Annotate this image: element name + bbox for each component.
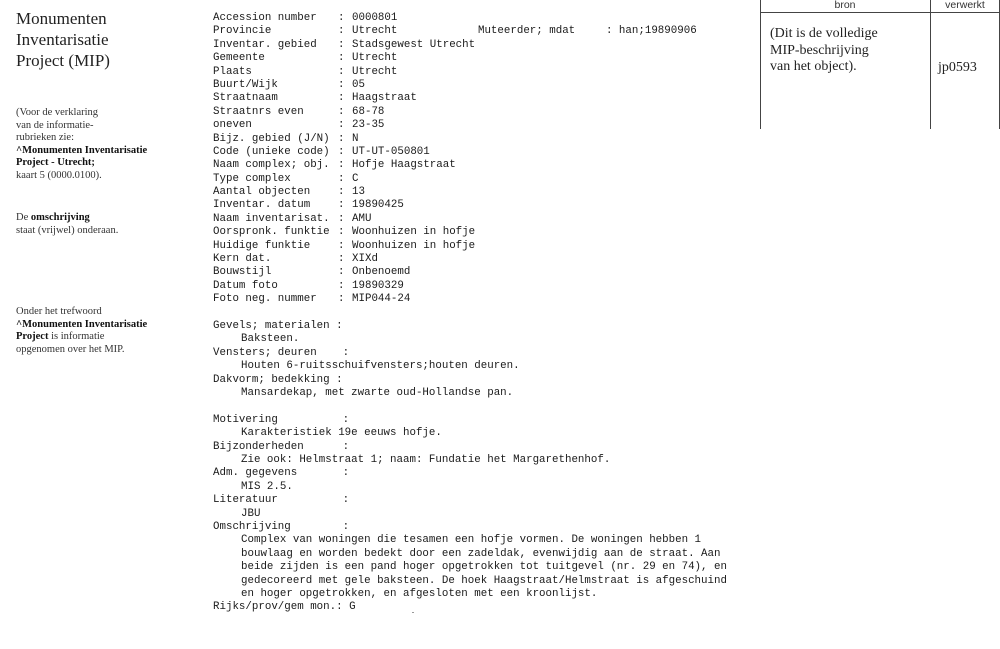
field-label: oneven [213,119,252,132]
note-bold: ^Monumenten Inventarisatie [16,144,148,156]
field-row [213,159,475,172]
section-heading [213,521,773,534]
rijks-field [213,601,773,614]
field-separator: : [338,226,345,239]
section-text: Baksteen. [241,333,300,346]
box-divider [930,0,931,129]
box-border-left [760,0,761,129]
field-label: Buurt/Wijk [213,78,278,91]
section-label: Vensters; deuren [213,346,317,359]
field-separator: : [338,145,345,158]
field-value: Woonhuizen in hofje [352,239,476,252]
verwerkt-header: verwerkt [945,0,985,11]
field-label: Datum foto [213,279,278,292]
field-separator: : [338,266,345,279]
section-heading [213,494,773,507]
section-text: Mansardekap, met zwarte oud-Hollandse pan. [241,386,514,399]
field-value: N [352,132,359,145]
section-pad [317,347,343,360]
field-value: XIXd [352,253,378,266]
section-label: Gevels; materialen [213,320,330,332]
section-text: MIS 2.5. [241,480,293,493]
field-label: Naam complex; obj. [213,159,330,172]
field-row [213,186,475,199]
record-sections [213,320,773,615]
section-separator: : [336,373,343,386]
field-label: Accession number [213,12,317,24]
field-separator: : [338,132,345,145]
section-separator: : [342,520,350,533]
field-separator: : [338,212,345,225]
field-label: Oorspronk. funktie [213,226,330,239]
note-line: Onder het trefwoord [16,306,102,317]
field-row [213,25,475,38]
field-row [213,226,475,239]
field-label: Bijz. gebied (J/N) [213,132,330,145]
section-text: Zie ook: Helmstraat 1; naam: Fundatie het Margarethenhof. [241,453,611,466]
section-pad [291,521,343,534]
section-text: JBU [241,507,261,520]
field-label: Inventar. datum [213,199,311,212]
field-separator: : [338,172,345,185]
note-bold: omschrijving [30,212,90,223]
note-line: opgenomen over het MIP. [16,343,125,355]
field-row [213,213,475,226]
field-separator: : [338,12,345,24]
field-label: Huidige funktie [213,239,311,252]
section-separator: : [336,320,343,332]
section-text: Complex van woningen die tesamen een hofje vormen. De woningen hebben 1 [241,534,702,547]
field-row [213,280,475,293]
field-row [213,52,475,65]
field-value: Utrecht [352,52,398,65]
section-separator: : [342,440,350,453]
field-label: Provincie [213,25,272,38]
field-row [213,133,475,146]
field-separator: : [338,186,345,199]
field-row [213,39,475,52]
field-value: Woonhuizen in hofje [352,226,476,239]
record-fields [213,12,475,307]
field-separator: : [338,199,345,212]
note-line: kaart 5 (0000.0100). [16,169,102,181]
field-label: Gemeente [213,52,265,65]
section-heading [213,441,773,454]
verwerkt-value: jp0593 [938,60,977,75]
field-value: AMU [352,212,372,225]
section-heading [213,414,773,427]
field-value: 23-35 [352,119,385,132]
field-label: Bouwstijl [213,266,272,279]
note-text: De [16,212,31,223]
section-pad [297,467,342,480]
title-line: Inventarisatie [16,30,109,49]
field-value: Hofje Haagstraat [352,159,456,172]
field-separator: : [338,65,345,78]
field-row [213,66,475,79]
section-separator: : [342,346,350,359]
section-separator: : [342,413,350,426]
field-label: Inventar. gebied [213,38,317,51]
field-row [213,199,475,212]
bron-line: MIP-beschrijving [770,42,869,58]
field-value: Onbenoemd [352,266,411,279]
field-value: Stadsgewest Utrecht [352,38,476,51]
muteerder-value: : han;19890906 [605,25,697,38]
keyword-note [16,306,196,356]
field-row [213,266,475,279]
muteerder-label: Muteerder; mdat [477,25,576,38]
section-pad [278,414,343,427]
field-label: Type complex [213,172,291,185]
section-pad [278,494,343,507]
bron-line: (Dit is de volledige [770,26,878,41]
section-text: Karakteristiek 19e eeuws hofje. [241,427,442,440]
section-label: Omschrijving [213,520,291,533]
left-margin [16,8,191,71]
note-line: staat (vrijwel) onderaan. [16,224,119,236]
section-gap [213,400,773,413]
field-value: MIP044-24 [352,293,411,306]
source-box [760,0,1000,129]
field-value: 68-78 [352,105,385,118]
field-row [213,79,475,92]
section-heading [213,467,773,480]
field-label: Straatnrs even [213,105,304,118]
field-value: Utrecht [352,65,398,78]
field-label: Foto neg. nummer [213,293,317,306]
note-bold: Project [16,331,49,342]
field-value: C [352,172,359,185]
field-separator: : [338,159,345,172]
section-heading [213,320,773,333]
note-bold: Project - Utrecht; [16,157,95,168]
section-heading [213,374,773,387]
scan-speck [412,612,414,613]
section-text: bouwlaag en worden bedekt door een zadeldak, evenwijdig aan de straat. Aan [241,547,721,560]
field-value: Haagstraat [352,92,417,105]
field-separator: : [338,253,345,266]
section-text: en hoger opgetrokken, en afgesloten met een kroonlijst. [241,587,598,600]
field-separator: : [338,119,345,132]
field-value: 13 [352,186,365,199]
field-separator: : [338,38,345,51]
note-bold: ^Monumenten Inventarisatie [16,318,148,330]
field-label: Straatnaam [213,92,278,105]
field-row [213,240,475,253]
note-line: rubrieken zie: [16,132,75,143]
section-label: Literatuur [213,494,278,507]
section-pad [304,441,343,454]
section-separator: : [342,494,350,507]
bron-line: van het object). [770,59,857,74]
muteerder-field [465,12,697,39]
field-row [213,253,475,266]
mip-title [16,8,191,71]
section-text: Houten 6-ruitsschuifvensters;houten deuren. [241,360,520,373]
field-separator: : [338,279,345,292]
field-separator: : [338,78,345,91]
field-label: Code (unieke code) [213,145,330,158]
field-separator: : [338,105,345,118]
field-row [213,92,475,105]
field-value: 0000801 [352,12,398,24]
note-line: van de informatie- [16,119,94,131]
field-row [213,146,475,159]
field-label: Plaats [213,65,252,78]
field-value: 19890425 [352,199,404,212]
section-heading [213,347,773,360]
field-row [213,293,475,306]
field-value: 05 [352,78,365,91]
section-text: gedecoreerd met gele baksteen. De hoek Haagstraat/Helmstraat is afgeschuind [241,574,727,587]
bron-header: bron [834,0,856,11]
field-row [213,12,475,25]
field-label: Aantal objecten [213,186,311,199]
section-label: Adm. gegevens [213,467,298,480]
field-value: UT-UT-050801 [352,145,430,158]
section-label: Bijzonderheden [213,440,304,453]
field-separator: : [338,92,345,105]
section-separator: : [342,467,350,480]
section-label: Dakvorm; bedekking [213,373,330,386]
note-line: (Voor de verklaring [16,107,99,118]
field-row [213,173,475,186]
title-line: Project (MIP) [16,51,110,70]
section-text: beide zijden is een pand hoger opgetrokken tot tuitgevel (nr. 29 en 74), en [241,561,727,574]
field-separator: : [338,25,345,38]
description-note [16,212,196,237]
rijks-value: : G [336,601,356,614]
field-label: Naam inventarisat. [213,212,330,225]
field-row [213,119,475,132]
rijks-label: Rijks/prov/gem mon. [213,601,337,614]
field-label: Kern dat. [213,253,272,266]
explanation-note [16,107,196,182]
box-header-rule [760,12,1000,13]
field-separator: : [338,239,345,252]
title-line: Monumenten [16,9,107,28]
note-text: is informatie [48,331,105,342]
field-row [213,106,475,119]
section-label: Motivering [213,413,278,426]
field-separator: : [338,293,345,306]
field-value: 19890329 [352,279,404,292]
bron-text [770,26,925,76]
field-value: Utrecht [352,25,398,38]
field-separator: : [338,52,345,65]
